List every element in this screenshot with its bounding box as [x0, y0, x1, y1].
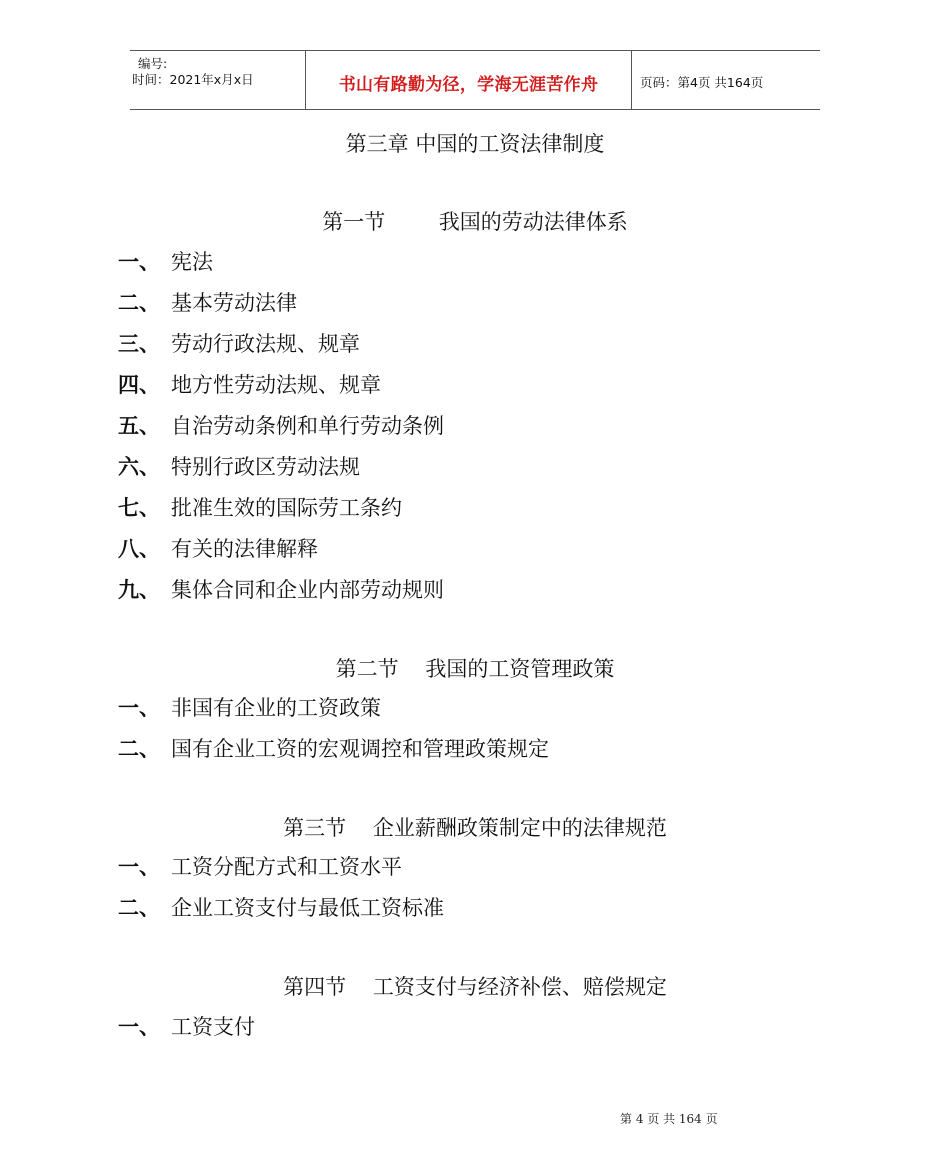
list-item — [118, 733, 549, 763]
section-title: 第一节 我国的劳动法律体系 — [322, 210, 628, 234]
list-item — [118, 410, 444, 440]
list-item — [118, 1011, 255, 1041]
item-number: 三、 — [118, 332, 160, 356]
list-item — [118, 574, 444, 604]
header-info-cell — [130, 51, 306, 109]
section-title: 第三节 企业薪酬政策制定中的法律规范 — [283, 816, 667, 840]
page-label: 页码：第4页 共164页 — [640, 75, 764, 90]
list-item — [118, 892, 444, 922]
item-number: 一、 — [118, 1015, 160, 1039]
item-text: 非国有企业的工资政策 — [171, 696, 381, 720]
item-text: 宪法 — [171, 250, 213, 274]
list-item — [118, 287, 297, 317]
list-item — [118, 328, 360, 358]
motto: 书山有路勤为径，学海无涯苦作舟 — [338, 75, 599, 95]
list-item — [118, 533, 318, 563]
item-number: 四、 — [118, 373, 160, 397]
header-motto-cell — [306, 51, 632, 109]
page-footer: 第 4 页 共 164 页 — [620, 1112, 718, 1126]
item-text: 自治劳动条例和单行劳动条例 — [171, 414, 444, 438]
item-text: 工资支付 — [171, 1015, 255, 1039]
item-number: 五、 — [118, 414, 160, 438]
item-number: 六、 — [118, 455, 160, 479]
item-number: 二、 — [118, 291, 160, 315]
item-text: 有关的法律解释 — [171, 537, 318, 561]
header-page-cell — [632, 51, 820, 109]
item-number: 二、 — [118, 737, 160, 761]
serial-label: 编号: — [138, 56, 168, 71]
item-text: 特别行政区劳动法规 — [171, 455, 360, 479]
item-text: 基本劳动法律 — [171, 291, 297, 315]
list-item — [118, 246, 213, 276]
item-number: 二、 — [118, 896, 160, 920]
item-text: 劳动行政法规、规章 — [171, 332, 360, 356]
item-number: 八、 — [118, 537, 160, 561]
section-title: 第四节 工资支付与经济补偿、赔偿规定 — [283, 975, 667, 999]
list-item — [118, 492, 402, 522]
chapter-title: 第三章 中国的工资法律制度 — [345, 132, 605, 156]
item-number: 七、 — [118, 496, 160, 520]
item-number: 一、 — [118, 250, 160, 274]
item-text: 地方性劳动法规、规章 — [171, 373, 381, 397]
page-header — [130, 50, 820, 110]
list-item — [118, 369, 381, 399]
time-label: 时间：2021年x月x日 — [132, 72, 254, 87]
section-title: 第二节 我国的工资管理政策 — [335, 657, 615, 681]
list-item — [118, 451, 360, 481]
item-text: 国有企业工资的宏观调控和管理政策规定 — [171, 737, 549, 761]
list-item — [118, 851, 402, 881]
item-number: 一、 — [118, 696, 160, 720]
item-text: 批准生效的国际劳工条约 — [171, 496, 402, 520]
list-item — [118, 692, 381, 722]
item-text: 工资分配方式和工资水平 — [171, 855, 402, 879]
item-number: 九、 — [118, 578, 160, 602]
item-text: 集体合同和企业内部劳动规则 — [171, 578, 444, 602]
item-text: 企业工资支付与最低工资标准 — [171, 896, 444, 920]
item-number: 一、 — [118, 855, 160, 879]
